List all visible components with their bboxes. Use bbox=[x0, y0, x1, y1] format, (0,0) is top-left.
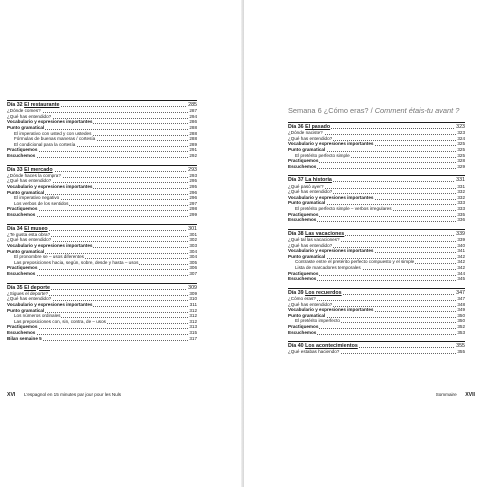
toc-entry-label: Escuchemos bbox=[7, 271, 36, 276]
toc-page-number: 310 bbox=[189, 296, 197, 302]
toc-entry-label: El pretérito perfecto simple – verbos irregulares bbox=[295, 206, 392, 211]
toc-entry-label: Punto gramatical bbox=[7, 248, 45, 254]
day-title: Los acontecimientos bbox=[305, 343, 358, 350]
toc-page-number: 331 bbox=[456, 177, 465, 184]
toc-entry-label: Practiquemos bbox=[7, 324, 38, 330]
toc-entry[interactable] bbox=[7, 212, 197, 218]
toc-page-number: 306 bbox=[189, 265, 197, 271]
week-heading-es: Semana 6 ¿Cómo eras? bbox=[288, 106, 369, 115]
toc-page-number: 298 bbox=[189, 206, 197, 212]
day-title: La historia bbox=[305, 177, 332, 184]
running-title-left: L'espagnol en 15 minutes par jour pour les Nuls bbox=[23, 392, 122, 397]
toc-entry-label: Practiquemos bbox=[7, 206, 38, 212]
toc-page-number: 349 bbox=[457, 307, 465, 313]
toc-entry-label: El pretérito perfecto simple bbox=[295, 152, 350, 158]
toc-entry-label: Punto gramatical bbox=[7, 189, 45, 195]
toc-page-number: 350 bbox=[457, 312, 465, 318]
toc-page-number: 347 bbox=[456, 289, 465, 296]
toc-entry-label: ¿Cómo eras? bbox=[288, 296, 316, 301]
toc-page-number: 315 bbox=[189, 330, 197, 335]
toc-page-number: 352 bbox=[457, 324, 465, 329]
toc-entry-label: ¿Qué has entendido? bbox=[7, 237, 52, 243]
toc-entry-label: El condicional para la cortesía bbox=[14, 141, 76, 147]
day-number: Día 37 bbox=[288, 177, 304, 184]
week-heading-separator: / bbox=[368, 106, 375, 115]
toc-page-number: 299 bbox=[189, 212, 197, 217]
toc-page-number: 309 bbox=[188, 284, 197, 291]
toc-entry-label: Vocabulario y expresiones importantes bbox=[288, 248, 374, 254]
toc-entry-label: Vocabulario y expresiones importantes bbox=[288, 307, 374, 313]
toc-entry-label: Punto gramatical bbox=[288, 312, 326, 318]
day-divider bbox=[288, 229, 465, 230]
toc-day-heading[interactable] bbox=[288, 290, 465, 296]
toc-page-number: 355 bbox=[456, 343, 465, 350]
toc-page-number: 288 bbox=[189, 130, 197, 136]
toc-entry-label: Escuchemos bbox=[288, 163, 317, 169]
toc-page-number: 312 bbox=[189, 307, 197, 313]
left-footer bbox=[7, 392, 121, 398]
toc-entry-label: El pretérito imperfecto bbox=[295, 318, 340, 324]
right-page bbox=[244, 0, 487, 487]
toc-page-number: 303 bbox=[189, 243, 197, 248]
toc-page-number: 332 bbox=[457, 189, 465, 195]
toc-page-number: 293 bbox=[188, 166, 197, 173]
day-title: El pasado bbox=[305, 124, 331, 130]
toc-entry[interactable] bbox=[7, 271, 197, 277]
toc-page-number: 301 bbox=[189, 231, 197, 237]
week-heading-fr: Comment étais-tu avant ? bbox=[374, 106, 460, 115]
week-heading bbox=[288, 106, 459, 115]
toc-page-number: 323 bbox=[456, 124, 465, 130]
toc-page-number: 323 bbox=[457, 130, 465, 136]
day-divider bbox=[7, 283, 197, 284]
toc-entry-label: ¿Dónde naciste? bbox=[288, 130, 323, 136]
right-footer bbox=[436, 392, 475, 398]
toc-day-heading[interactable] bbox=[288, 177, 465, 183]
toc-entry-label: Practiquemos bbox=[7, 265, 38, 271]
toc-page-number: 313 bbox=[189, 324, 197, 330]
toc-page-number: 333 bbox=[457, 206, 465, 211]
toc-page-number: 295 bbox=[189, 184, 197, 189]
day-number: Día 35 bbox=[7, 284, 23, 291]
toc-page-number: 291 bbox=[189, 147, 197, 153]
toc-page-number: 301 bbox=[188, 225, 197, 232]
day-number: Día 40 bbox=[288, 343, 304, 350]
toc-page-number: 304 bbox=[189, 254, 197, 260]
toc-entry-label: Escuchemos bbox=[7, 330, 36, 335]
toc-page-number: 332 bbox=[457, 194, 465, 200]
toc-entry-label: Punto gramatical bbox=[7, 307, 45, 313]
toc-entry-label: Bilan semaine 5 bbox=[7, 335, 42, 341]
toc-entry-label: Vocabulario y expresiones importantes bbox=[7, 243, 93, 248]
toc-page-number: 350 bbox=[457, 318, 465, 324]
toc-entry-label: Escuchemos bbox=[7, 212, 36, 217]
toc-entry-label: ¿Qué has entendido? bbox=[288, 135, 333, 141]
toc-entry-label: Punto gramatical bbox=[288, 200, 326, 206]
toc-entry-label: El pronombre se – usos diferentes bbox=[14, 254, 84, 260]
toc-page-number: 342 bbox=[457, 259, 465, 265]
toc-entry-label: Fórmulas de buenas maneras / cortesía bbox=[14, 136, 96, 142]
toc-day-heading[interactable] bbox=[288, 231, 465, 237]
toc-entry-label: ¿Sigues el deporte? bbox=[7, 290, 49, 296]
day-number: Día 38 bbox=[288, 230, 304, 237]
toc-entry[interactable] bbox=[288, 217, 465, 223]
toc-entry-label: Practiquemos bbox=[288, 211, 319, 217]
toc-page-number: 286 bbox=[189, 119, 197, 125]
toc-page-number: 342 bbox=[457, 265, 465, 270]
toc-entry-label: Practiquemos bbox=[7, 147, 38, 153]
toc-page-number: 348 bbox=[457, 301, 465, 307]
toc-page-number: 325 bbox=[457, 147, 465, 152]
toc-entry-label: Punto gramatical bbox=[288, 253, 326, 259]
toc-page-number: 335 bbox=[457, 211, 465, 217]
toc-day-heading[interactable] bbox=[7, 226, 197, 232]
toc-entry-label: Las preposiciones con, sin, contra, de – usos bbox=[14, 318, 106, 324]
page-number-left: XVI bbox=[7, 392, 16, 398]
page-number-right: XVII bbox=[465, 392, 475, 398]
toc-entry-label: Vocabulario y expresiones importantes bbox=[288, 194, 374, 200]
toc-entry-label: Contraste entre el pretérito perfecto compuesto y el simple bbox=[295, 259, 415, 265]
toc-page-number: 317 bbox=[189, 335, 197, 341]
toc-entry[interactable] bbox=[7, 153, 197, 159]
toc-entry[interactable] bbox=[7, 336, 197, 342]
toc-entry-label: Practiquemos bbox=[288, 324, 319, 329]
day-title: Las vacaciones bbox=[305, 230, 345, 237]
toc-page-number: 341 bbox=[457, 248, 465, 254]
toc-entry-label: Escuchemos bbox=[288, 329, 317, 335]
toc-entry-label: El imperativo con usted y con ustedes bbox=[14, 130, 92, 136]
toc-page-number: 344 bbox=[457, 270, 465, 276]
toc-entry-label: ¿Qué estabas haciendo? bbox=[288, 349, 340, 355]
toc-entry-label: Practiquemos bbox=[288, 158, 319, 164]
toc-entry-label: Vocabulario y expresiones importantes bbox=[288, 141, 374, 147]
toc-entry-label: ¿Dónde comes? bbox=[7, 108, 41, 114]
toc-page-number: 307 bbox=[189, 271, 197, 276]
toc-day-heading[interactable] bbox=[7, 102, 197, 108]
toc-entry-label: Vocabulario y expresiones importantes bbox=[7, 184, 93, 189]
toc-entry-label: El imperativo negativo bbox=[14, 195, 60, 201]
toc-page-number: 347 bbox=[457, 296, 465, 301]
toc-page-number: 297 bbox=[189, 200, 197, 206]
toc-entry-label: ¿Dónde haces la compra? bbox=[7, 172, 61, 178]
toc-page-number: 328 bbox=[457, 158, 465, 164]
toc-page-number: 336 bbox=[457, 217, 465, 223]
day-divider bbox=[288, 122, 465, 123]
day-divider bbox=[7, 165, 197, 166]
toc-day-heading[interactable] bbox=[7, 285, 197, 291]
left-page bbox=[0, 0, 243, 487]
day-divider bbox=[288, 341, 465, 342]
toc-entry[interactable] bbox=[288, 349, 465, 355]
toc-day-heading[interactable] bbox=[288, 343, 465, 349]
day-divider bbox=[7, 100, 197, 101]
day-title: El restaurante bbox=[24, 102, 60, 108]
toc-entry[interactable] bbox=[288, 330, 465, 336]
day-number: Día 34 bbox=[7, 225, 23, 232]
toc-page-number: 325 bbox=[457, 152, 465, 158]
toc-page-number: 331 bbox=[457, 183, 465, 189]
toc-page-number: 339 bbox=[456, 230, 465, 237]
day-number: Día 32 bbox=[7, 102, 23, 108]
toc-page-number: 325 bbox=[457, 141, 465, 147]
toc-entry-label: Escuchemos bbox=[288, 276, 317, 282]
toc-page-number: 304 bbox=[189, 248, 197, 254]
toc-entry-label: ¿Qué has entendido? bbox=[288, 242, 333, 248]
toc-entry-label: ¿Qué has entendido? bbox=[7, 178, 52, 184]
toc-entry[interactable] bbox=[288, 276, 465, 282]
toc-entry-label: Punto gramatical bbox=[288, 147, 326, 152]
toc-page-number: 288 bbox=[189, 136, 197, 142]
day-title: Los recuerdos bbox=[305, 289, 342, 296]
toc-page-number: 288 bbox=[189, 125, 197, 130]
day-number: Día 33 bbox=[7, 166, 23, 173]
toc-entry-label: Practiquemos bbox=[288, 270, 319, 276]
day-number: Día 36 bbox=[288, 124, 304, 130]
toc-entry-label: ¿Qué tal las vacaciones? bbox=[288, 237, 340, 242]
toc-page-number: 345 bbox=[457, 276, 465, 282]
toc-entry-label: ¿Te gusta esta obra? bbox=[7, 231, 51, 237]
day-divider bbox=[288, 175, 465, 176]
toc-entry-label: Los números ordinales bbox=[14, 313, 61, 319]
toc-entry-label: ¿Qué has entendido? bbox=[288, 301, 333, 307]
toc-page-number: 296 bbox=[189, 195, 197, 201]
toc-page-number: 340 bbox=[457, 242, 465, 248]
toc-page-number: 289 bbox=[189, 141, 197, 147]
toc-page-number: 296 bbox=[189, 189, 197, 195]
toc-page-number: 324 bbox=[457, 135, 465, 141]
toc-page-number: 305 bbox=[189, 259, 197, 265]
toc-page-number: 294 bbox=[189, 113, 197, 119]
toc-page-number: 311 bbox=[189, 302, 197, 307]
toc-entry-label: Vocabulario y expresiones importantes bbox=[7, 302, 93, 307]
toc-page-number: 333 bbox=[457, 200, 465, 206]
day-divider bbox=[7, 224, 197, 225]
toc-page-number: 295 bbox=[189, 178, 197, 184]
toc-page-number: 339 bbox=[457, 237, 465, 242]
toc-page-number: 287 bbox=[189, 108, 197, 114]
toc-page-number: 342 bbox=[457, 253, 465, 259]
toc-page-number: 329 bbox=[457, 163, 465, 169]
day-title: El museo bbox=[24, 225, 48, 232]
toc-page-number: 309 bbox=[189, 290, 197, 296]
toc-day-heading[interactable] bbox=[288, 124, 465, 130]
toc-entry-label: Punto gramatical bbox=[7, 125, 45, 130]
toc-entry-label: Vocabulario y expresiones importantes bbox=[7, 119, 93, 125]
toc-page-number: 355 bbox=[457, 349, 465, 355]
toc-entry-label: Los verbos de los sentidos bbox=[14, 200, 69, 206]
toc-entry-label: ¿Qué pasó ayer? bbox=[288, 183, 324, 189]
toc-entry-label: Lista de marcadores temporales bbox=[295, 265, 361, 270]
toc-page-number: 302 bbox=[189, 237, 197, 243]
toc-page-number: 292 bbox=[189, 153, 197, 158]
toc-page-number: 312 bbox=[189, 318, 197, 324]
toc-page-number: 312 bbox=[189, 313, 197, 319]
day-number: Día 39 bbox=[288, 289, 304, 296]
toc-entry-label: ¿Qué has entendido? bbox=[7, 113, 52, 119]
toc-page-number: 285 bbox=[188, 102, 197, 108]
day-divider bbox=[288, 288, 465, 289]
toc-entry-label: ¿Qué has entendido? bbox=[288, 189, 333, 195]
toc-page-number: 293 bbox=[189, 172, 197, 178]
toc-entry-label: ¿Qué has entendido? bbox=[7, 296, 52, 302]
day-title: El mercado bbox=[24, 166, 53, 173]
toc-entry-label: Escuchemos bbox=[7, 153, 36, 158]
toc-entry-label: Las preposiciones hacia, según, sobre, desde y hasta – usos bbox=[14, 259, 139, 265]
day-title: El deporte bbox=[24, 284, 50, 291]
toc-entry-label: Escuchemos bbox=[288, 217, 317, 223]
running-title-right: Sommaire bbox=[435, 392, 457, 397]
toc-entry[interactable] bbox=[288, 164, 465, 170]
toc-day-heading[interactable] bbox=[7, 167, 197, 173]
toc-page-number: 353 bbox=[457, 329, 465, 335]
